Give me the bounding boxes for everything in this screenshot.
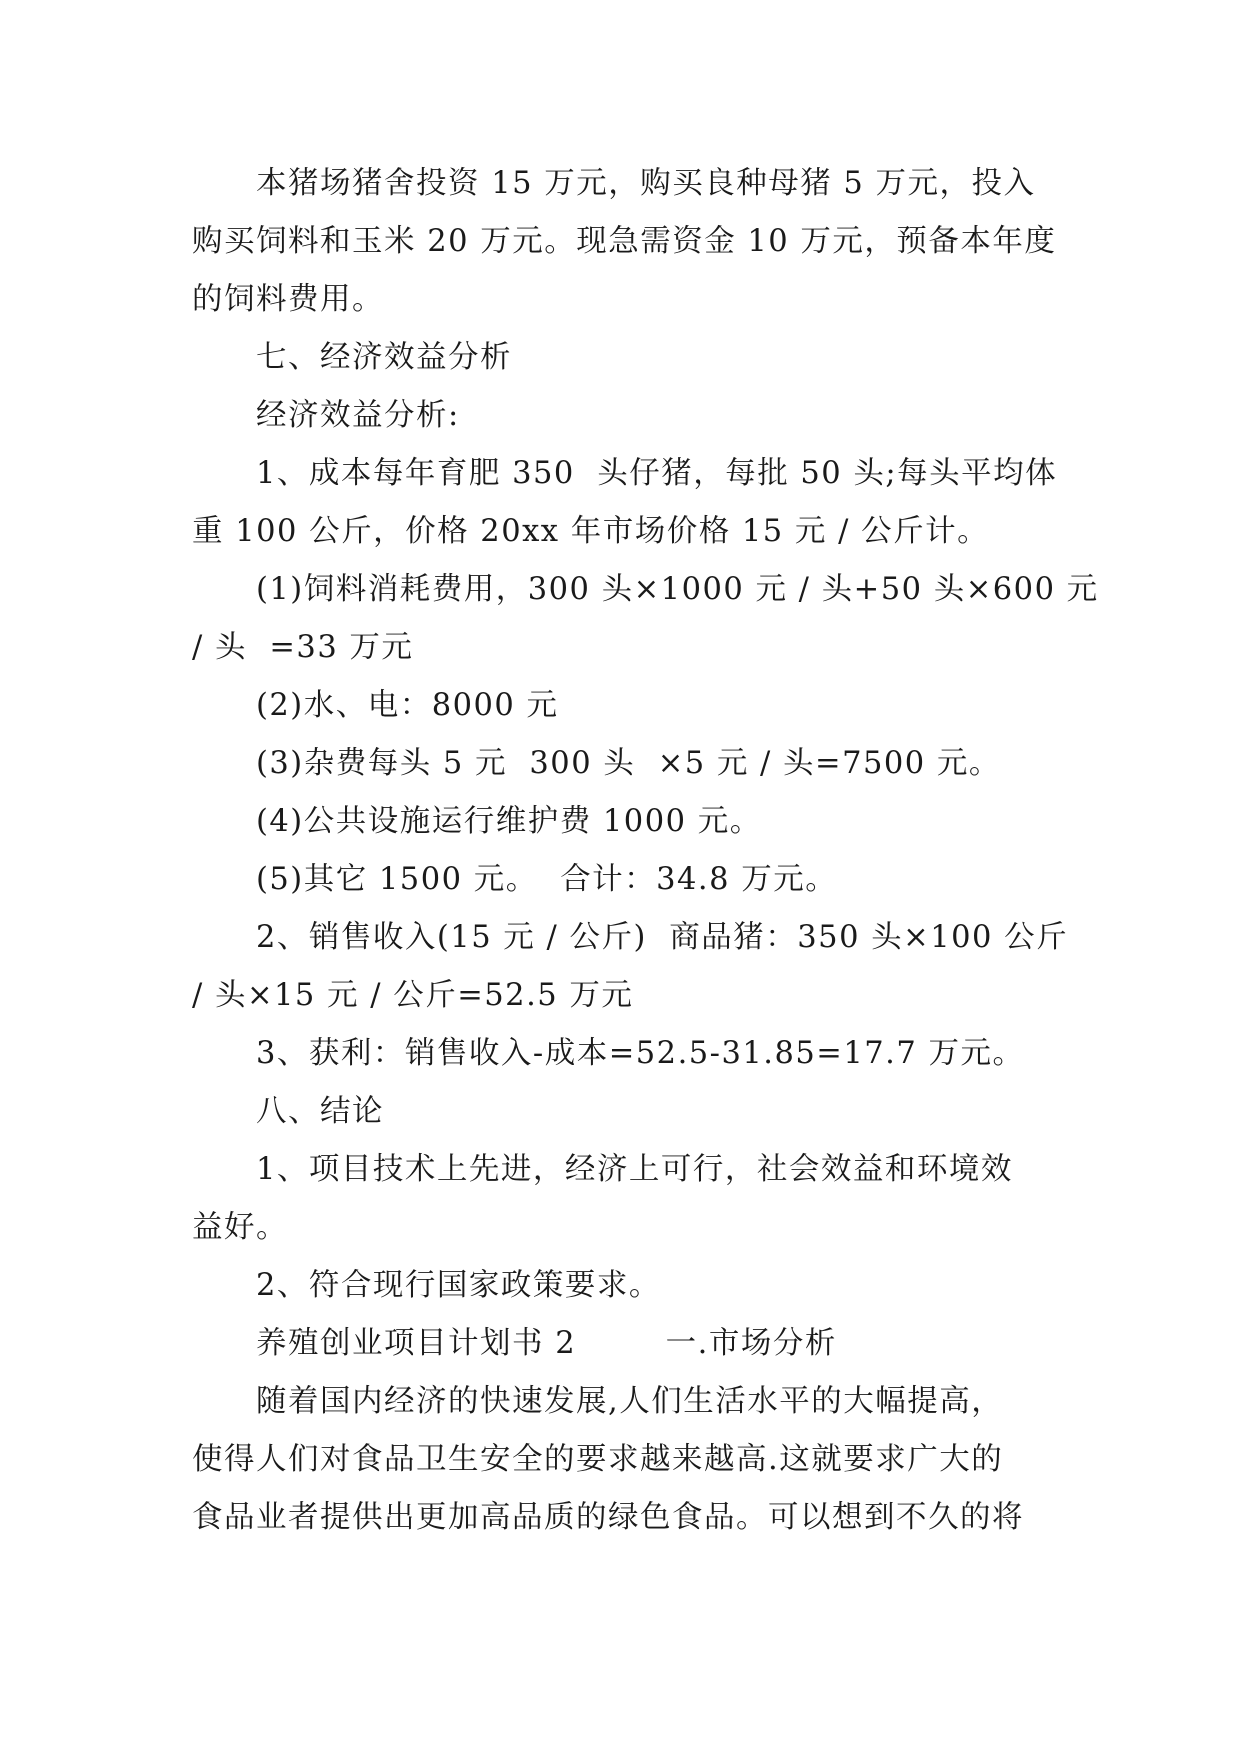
text-line: 本猪场猪舍投资 15 万元，购买良种母猪 5 万元，投入 <box>256 166 1036 201</box>
text-line: 经济效益分析: <box>256 398 460 433</box>
text-line: 2、销售收入(15 元 / 公斤) 商品猪：350 头×100 公斤 <box>256 920 1069 955</box>
text-line: 食品业者提供出更加高品质的绿色食品。可以想到不久的将 <box>192 1500 1024 1535</box>
text-line: 购买饲料和玉米 20 万元。现急需资金 10 万元，预备本年度 <box>192 224 1057 259</box>
text-line: 益好。 <box>192 1210 288 1245</box>
text-line: (5)其它 1500 元。 合计：34.8 万元。 <box>256 862 838 897</box>
text-line: / 头×15 元 / 公斤=52.5 万元 <box>192 978 634 1013</box>
text-line: 2、符合现行国家政策要求。 <box>256 1268 661 1303</box>
text-line: 的饲料费用。 <box>192 282 384 317</box>
text-line: / 头 =33 万元 <box>192 630 414 665</box>
text-line: 1、项目技术上先进，经济上可行，社会效益和环境效 <box>256 1152 1013 1187</box>
text-line: (2)水、电：8000 元 <box>256 688 559 723</box>
text-line: 重 100 公斤，价格 20xx 年市场价格 15 元 / 公斤计。 <box>192 514 990 549</box>
text-line: 1、成本每年育肥 350 头仔猪，每批 50 头;每头平均体 <box>256 456 1058 491</box>
text-line: 使得人们对食品卫生安全的要求越来越高.这就要求广大的 <box>192 1442 1004 1477</box>
text-line: (4)公共设施运行维护费 1000 元。 <box>256 804 762 839</box>
document-body <box>192 155 1099 1547</box>
section-heading: 七、经济效益分析 <box>256 340 512 375</box>
text-line: 3、获利：销售收入-成本=52.5-31.85=17.7 万元。 <box>256 1036 1025 1071</box>
section-heading: 八、结论 <box>256 1094 384 1129</box>
section-heading: 养殖创业项目计划书 2 一.市场分析 <box>256 1326 837 1361</box>
text-line: (3)杂费每头 5 元 300 头 ×5 元 / 头=7500 元。 <box>256 746 1001 781</box>
text-line: 随着国内经济的快速发展,人们生活水平的大幅提高， <box>256 1384 1004 1419</box>
text-line: (1)饲料消耗费用，300 头×1000 元 / 头+50 头×600 元 <box>256 572 1099 607</box>
